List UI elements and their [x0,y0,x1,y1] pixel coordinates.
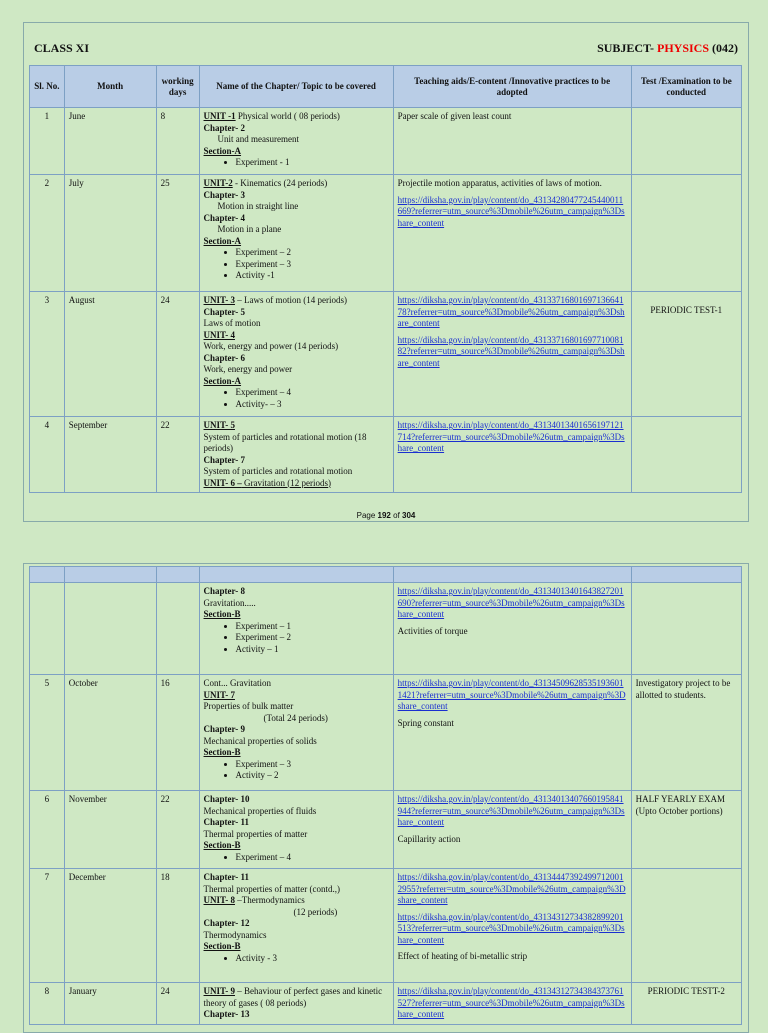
cell-sl: 2 [30,175,65,292]
table-row [30,417,742,493]
cell-test [631,108,741,175]
cell-test: HALF YEARLY EXAM (Upto October portions) [631,791,741,869]
cell-chapter: Chapter- 8 Gravitation..... Section-B • Experiment – 1 • Experiment – 2 • Activity – 1 [199,583,393,675]
col-header-chapter: Name of the Chapter/ Topic to be covered [199,66,393,108]
table-row [30,869,742,983]
syllabus-table-continued [29,566,742,1025]
cell-aids: https://diksha.gov.in/play/content/do_43134013407660195841944?referrer=utm_source%3Dmobile%26utm_campaign%3Dshare_content Capillarity action [393,791,631,869]
cell-aids: Paper scale of given least count [393,108,631,175]
table-header-row-empty [30,567,742,583]
col-header-month: Month [64,66,156,108]
diksha-link[interactable]: https://diksha.gov.in/play/content/do_43134312734382899201513?referrer=utm_source%3Dmobile%26utm_campaign%3Dshare_content [397,911,625,945]
col-header-sl: Sl. No. [30,66,65,108]
cell-days: 22 [156,417,199,493]
cell-chapter: Chapter- 11 Thermal properties of matter (contd.,) UNIT- 8 –Thermodynamics (12 periods) Chapter- 12 Thermodynamics Section-B • Activity - 3 [199,869,393,983]
cell-aids: https://diksha.gov.in/play/content/do_431345096285351936011421?referrer=utm_source%3Dmobile%26utm_campaign%3Dshare_content Spring constant [393,675,631,791]
cell-chapter: Chapter- 10 Mechanical properties of fluids Chapter- 11 Thermal properties of matter Section-B • Experiment – 4 [199,791,393,869]
cell-month: August [64,292,156,417]
cell-days: 24 [156,983,199,1025]
class-label: CLASS XI [34,41,90,55]
col-header-days: working days [156,66,199,108]
diksha-link[interactable]: https://diksha.gov.in/play/content/do_431345096285351936011421?referrer=utm_source%3Dmobile%26utm_campaign%3Dshare_content [397,678,626,711]
cell-days: 16 [156,675,199,791]
table-row [30,292,742,417]
diksha-link[interactable]: https://diksha.gov.in/play/content/do_4313371680169713664178?referrer=utm_source%3Dmobile%26utm_campaign%3Dshare_content [397,295,625,328]
cell-days: 22 [156,791,199,869]
cell-sl: 3 [30,292,65,417]
col-header-test: Test /Examination to be conducted [631,66,741,108]
syllabus-table [29,65,742,493]
cell-test: PERIODIC TESTT-2 [631,983,741,1025]
cell-sl: 6 [30,791,65,869]
cell-aids: https://diksha.gov.in/play/content/do_431344473924997120012955?referrer=utm_source%3Dmobile%26utm_campaign%3Dshare_content https://diksha.gov.in/play/content/do_43134312734382899201513?referrer=utm_source%3Dmobile%26utm_campaign%3Dshare_content Effect of heating of bi-metallic strip [393,869,631,983]
table-row [30,175,742,292]
cell-days: 25 [156,175,199,292]
cell-aids [393,983,631,1025]
cell-days [156,583,199,675]
cell-month: January [64,983,156,1025]
cell-chapter: UNIT- 9 – Behaviour of perfect gases and kinetic theory of gases ( 08 periods) Chapter- 13 [199,983,393,1025]
subject-name: PHYSICS [656,41,709,55]
cell-month: October [64,675,156,791]
cell-chapter: UNIT-2 - Kinematics (24 periods) Chapter- 3 Motion in straight line Chapter- 4 Motion in a plane Section-A • Experiment – 2 • Experiment – 3 • Activity -1 [199,175,393,292]
diksha-link[interactable]: https://diksha.gov.in/play/content/do_43134013401643827201690?referrer=utm_source%3Dmobile%26utm_campaign%3Dshare_content [397,586,625,619]
cell-sl: 8 [30,983,65,1025]
cell-test: Investigatory project to be allotted to students. [631,675,741,791]
cell-month: July [64,175,156,292]
cell-days: 8 [156,108,199,175]
diksha-link[interactable]: https://diksha.gov.in/play/content/do_4313371680169771008182?referrer=utm_source%3Dmobile%26utm_campaign%3Dshare_content [397,334,625,368]
table-row [30,675,742,791]
cell-month: September [64,417,156,493]
subject-label: SUBJECT- PHYSICS (042) [597,41,738,55]
cell-chapter: UNIT- 3 – Laws of motion (14 periods) Chapter- 5 Laws of motion UNIT- 4 Work, energy and power (14 periods) Chapter- 6 Work, energy and power Section-A • Experiment – 4 • Activity- – 3 [199,292,393,417]
cell-test [631,869,741,983]
cell-test [631,583,741,675]
diksha-link[interactable]: https://diksha.gov.in/play/content/do_4313401340165619712171​4?referrer=utm_source%3Dmobile%26utm_campaign%3Dshare_content [397,420,625,453]
cell-sl: 4 [30,417,65,493]
diksha-link[interactable]: https://diksha.gov.in/play/content/do_43134312734384373761527?referrer=utm_source%3Dmobile%26utm_campaign%3Dshare_content [397,986,625,1019]
cell-test: PERIODIC TEST-1 [631,292,741,417]
diksha-link[interactable]: https://diksha.gov.in/play/content/do_43134013407660195841944?referrer=utm_source%3Dmobile%26utm_campaign%3Dshare_content [397,794,625,827]
cell-test [631,175,741,292]
cell-sl: 1 [30,108,65,175]
cell-sl [30,583,65,675]
cell-days: 18 [156,869,199,983]
cell-month: June [64,108,156,175]
cell-month: November [64,791,156,869]
diksha-link[interactable]: https://diksha.gov.in/play/content/do_43134280477245440011669?referrer=utm_source%3Dmobile%26utm_campaign%3Dshare_content [397,194,625,228]
cell-sl: 7 [30,869,65,983]
cell-sl: 5 [30,675,65,791]
col-header-aids: Teaching aids/E-content /Innovative practices to be adopted [393,66,631,108]
document-page-1 [23,22,749,522]
table-row [30,983,742,1025]
table-row [30,791,742,869]
cell-days: 24 [156,292,199,417]
table-row [30,108,742,175]
cell-test [631,417,741,493]
diksha-link[interactable]: https://diksha.gov.in/play/content/do_431344473924997120012955?referrer=utm_source%3Dmobile%26utm_campaign%3Dshare_content [397,872,626,905]
cell-month [64,583,156,675]
document-page-2 [23,563,749,1033]
table-row [30,583,742,675]
cell-chapter: UNIT- 5 System of particles and rotational motion (18 periods) Chapter- 7 System of particles and rotational motion UNIT- 6 – Gravitation (12 periods) [199,417,393,493]
table-header-row [30,66,742,108]
cell-aids [393,417,631,493]
cell-chapter: Cont... Gravitation UNIT- 7 Properties of bulk matter (Total 24 periods) Chapter- 9 Mechanical properties of solids Section-B • Experiment – 3 • Activity – 2 [199,675,393,791]
page-footer: Page 192 of 304 [356,511,416,520]
cell-month: December [64,869,156,983]
cell-chapter: UNIT -1 Physical world ( 08 periods) Chapter- 2 Unit and measurement Section-A • Experiment - 1 [199,108,393,175]
cell-aids: Projectile motion apparatus, activities of laws of motion. https://diksha.gov.in/play/content/do_43134280477245440011669?referrer=utm_source%3Dmobile%26utm_campaign%3Dshare_content [393,175,631,292]
cell-aids: https://diksha.gov.in/play/content/do_43134013401643827201690?referrer=utm_source%3Dmobile%26utm_campaign%3Dshare_content Activities of torque [393,583,631,675]
cell-aids [393,292,631,417]
